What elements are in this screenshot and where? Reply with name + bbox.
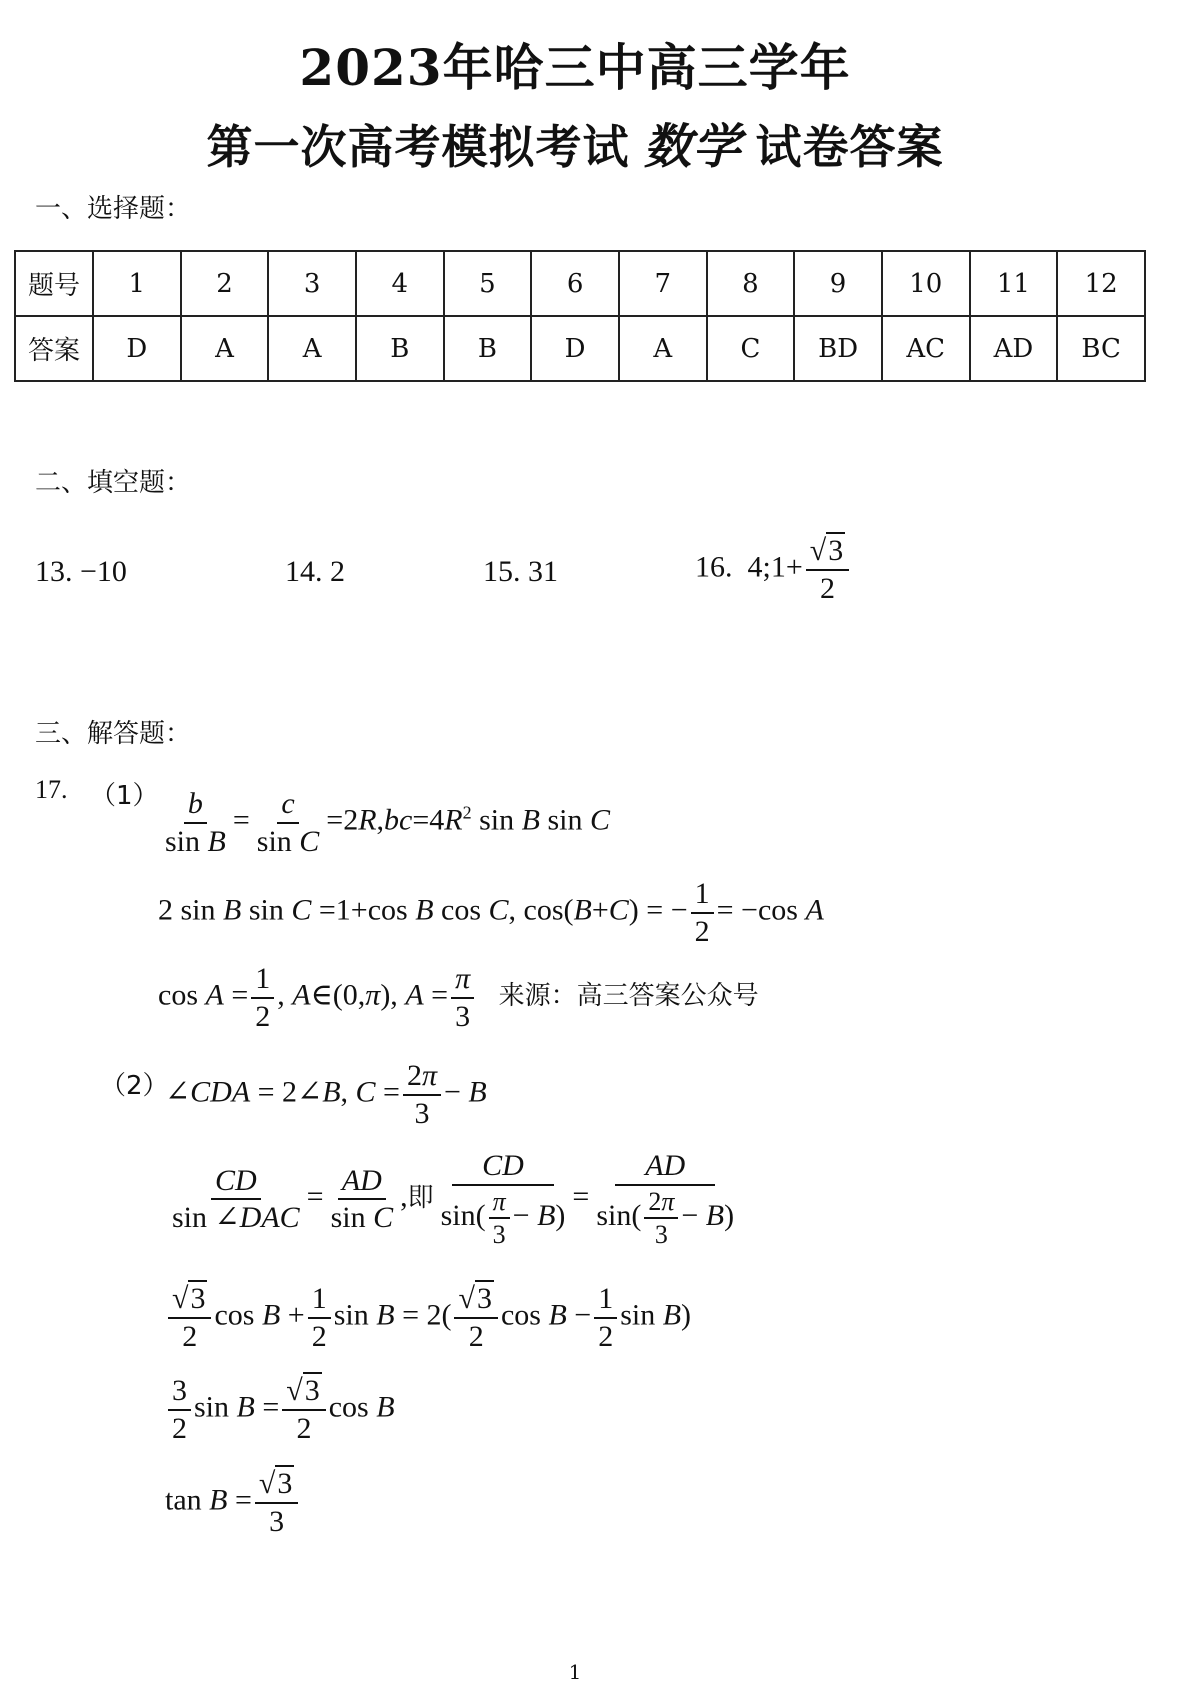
- formula-7: $\frac{3}{2}$ sin B = $\frac{√3}{2}$ cos B: [165, 1375, 395, 1444]
- table-cell: A: [619, 316, 707, 381]
- formula-3: cos A = $\frac{1}{2}$ , A∈(0,π), A = $\frac{\pi}{3}$ 来源：高三答案公众号: [158, 962, 759, 1033]
- fill-q16-label: 16.: [695, 550, 733, 584]
- table-cell: AC: [882, 316, 970, 381]
- section-solution-heading: 三、解答题：: [35, 719, 192, 749]
- table-cell: D: [531, 316, 619, 381]
- table-cell: AD: [970, 316, 1058, 381]
- fill-q13: 13. −10: [35, 555, 127, 588]
- q17-number: 17.: [35, 775, 68, 804]
- fill-q16: [695, 535, 852, 604]
- q17-part2-label: （2）: [100, 1071, 169, 1101]
- fraction: $\frac{√3}{2}$: [806, 535, 849, 604]
- table-cell: 12: [1057, 251, 1145, 316]
- q17-part1-label: （1）: [90, 781, 159, 811]
- fill-q16-prefix: 4;1+: [747, 550, 803, 584]
- section-choice-heading: 一、选择题：: [35, 194, 192, 224]
- answer-table: [14, 250, 1146, 382]
- table-cell: 2: [181, 251, 269, 316]
- title-part-b: 试卷答案: [755, 120, 944, 174]
- table-cell: 1: [93, 251, 181, 316]
- table-cell: A: [268, 316, 356, 381]
- table-cell: BC: [1057, 316, 1145, 381]
- table-cell: D: [93, 316, 181, 381]
- row-head-answer: 答案: [15, 316, 93, 381]
- formula-5: $\frac{CD}{\text{sin ∠DAC}}$ = $\frac{AD}{\text{sin C}}$ ,即 CD sin( $\frac{\pi}{3}$ − B) = AD sin( $\frac{2\pi}{3}$ − B): [172, 1149, 735, 1249]
- formula-8: tan B = $\frac{√3}{3}$: [165, 1468, 301, 1537]
- row-head-number: 题号: [15, 251, 93, 316]
- page-number: 1: [568, 1660, 582, 1684]
- title-subject: 数学: [643, 119, 742, 175]
- section-fill-heading: 二、填空题：: [35, 468, 192, 498]
- table-cell: C: [707, 316, 795, 381]
- answer-table-number-row: [15, 251, 1145, 316]
- table-cell: 8: [707, 251, 795, 316]
- title-part-a: 第一次高考模拟考试: [206, 120, 630, 174]
- formula-2: 2 sin B sin C =1+cos B cos C, cos(B+C) = − $\frac{1}{2}$ = −cos A: [158, 877, 824, 948]
- table-cell: 9: [794, 251, 882, 316]
- fill-q15: 15. 31: [483, 555, 558, 588]
- table-cell: 3: [268, 251, 356, 316]
- formula-1: $\frac{b}{\text{sin B}}$ = $\frac{c}{\text{sin C}}$ $=2R,bc=4R^2$ sin B sin C: [165, 787, 610, 858]
- ji-word: 即: [407, 1182, 434, 1213]
- table-cell: B: [444, 316, 532, 381]
- table-cell: A: [181, 316, 269, 381]
- title-line-2: [0, 108, 1150, 177]
- table-cell: BD: [794, 316, 882, 381]
- answer-table-answer-row: [15, 316, 1145, 381]
- table-cell: 11: [970, 251, 1058, 316]
- formula-6: $\frac{√3}{2}$ cos B + $\frac{1}{2}$ sin B = 2( $\frac{√3}{2}$ cos B − $\frac{1}{2}$ sin B): [165, 1283, 691, 1352]
- table-cell: 6: [531, 251, 619, 316]
- source-note: 来源：高三答案公众号: [498, 981, 759, 1012]
- table-cell: 7: [619, 251, 707, 316]
- formula-4: ∠CDA = 2∠B, C = $\frac{2\pi}{3}$ − B: [165, 1059, 487, 1130]
- title-line-1: 2023年哈三中高三学年: [299, 38, 851, 97]
- table-cell: 4: [356, 251, 444, 316]
- fill-q14: 14. 2: [285, 555, 345, 588]
- table-cell: 10: [882, 251, 970, 316]
- table-cell: B: [356, 316, 444, 381]
- table-cell: 5: [444, 251, 532, 316]
